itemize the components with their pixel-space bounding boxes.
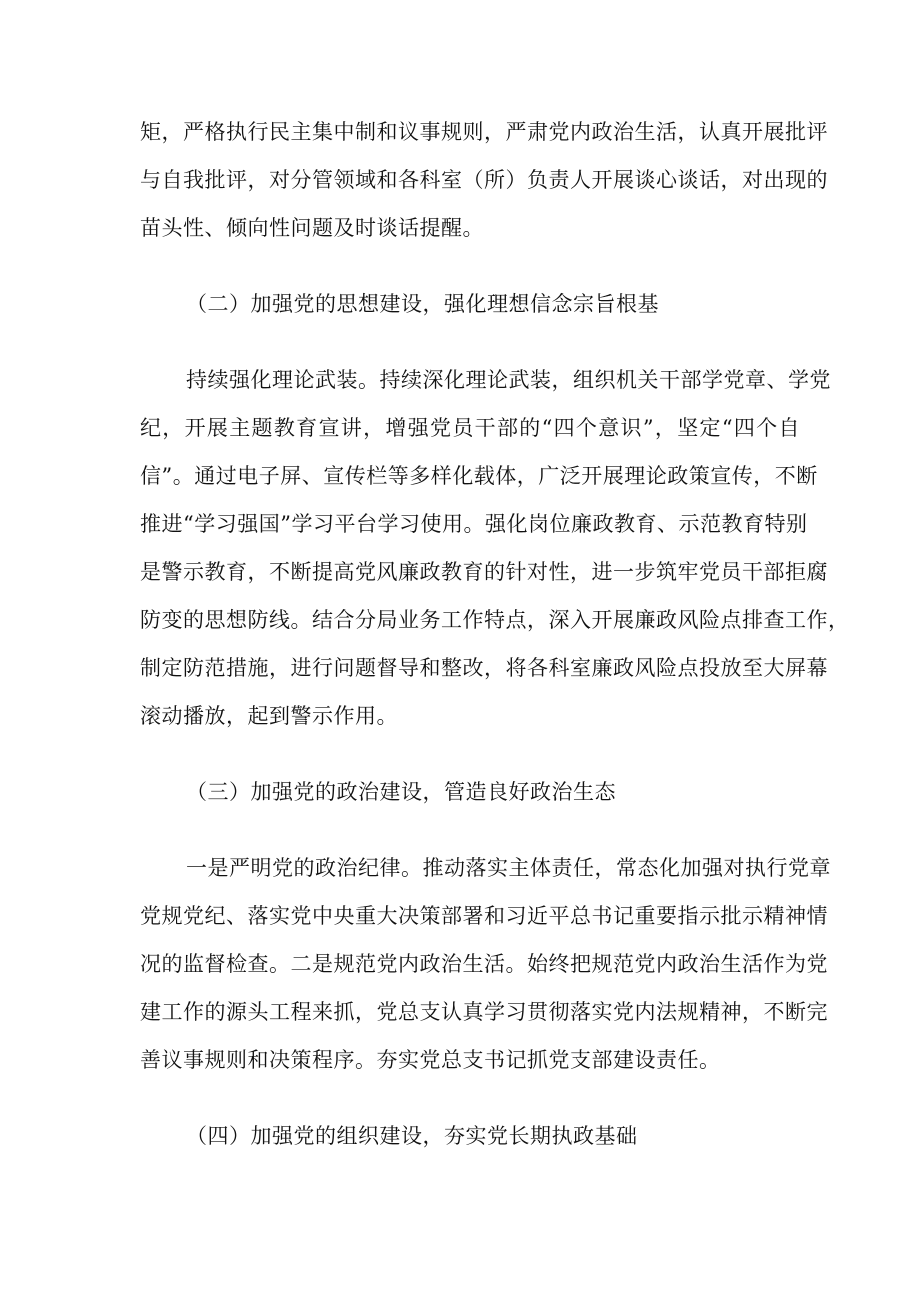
paragraph-line: 滚动播放，起到警示作用。 [140,704,398,728]
paragraph-line: 纪，开展主题教育宣讲，增强党员干部的“四个意识”，坚定“四个自 [140,416,800,440]
paragraph-line: 况的监督检查。二是规范党内政治生活。始终把规范党内政治生活作为党 [140,952,828,976]
paragraph-line: 防变的思想防线。结合分局业务工作特点，深入开展廉政风险点排查工作， [140,608,850,632]
paragraph-line: 信”。通过电子屏、宣传栏等多样化载体，广泛开展理论政策宣传，不断 [140,464,818,488]
section-heading-3: （三）加强党的政治建设，管造良好政治生态 [186,780,616,804]
paragraph-line: 制定防范措施，进行问题督导和整改，将各科室廉政风险点投放至大屏幕 [140,656,828,680]
paragraph-line: 是警示教育，不断提高党风廉政教育的针对性，进一步筑牢党员干部拒腐 [140,560,828,584]
paragraph-line: 建工作的源头工程来抓，党总支认真学习贯彻落实党内法规精神，不断完 [140,1000,828,1024]
paragraph-line: 善议事规则和决策程序。夯实党总支书记抓党支部建设责任。 [140,1048,721,1072]
paragraph-line: 持续强化理论武装。持续深化理论武装，组织机关干部学党章、学党 [186,368,831,392]
section-heading-4: （四）加强党的组织建设，夯实党长期执政基础 [186,1124,638,1148]
paragraph-line: 矩，严格执行民主集中制和议事规则，严肃党内政治生活，认真开展批评 [140,120,828,144]
paragraph-line: 党规党纪、落实党中央重大决策部署和习近平总书记重要指示批示精神情 [140,904,828,928]
section-heading-2: （二）加强党的思想建设，强化理想信念宗旨根基 [186,292,659,316]
paragraph-line: 苗头性、倾向性问题及时谈话提醒。 [140,216,484,240]
paragraph-line: 一是严明党的政治纪律。推动落实主体责任，常态化加强对执行党章 [186,856,831,880]
paragraph-line: 推进“学习强国”学习平台学习使用。强化岗位廉政教育、示范教育特别 [140,512,808,536]
paragraph-line: 与自我批评，对分管领域和各科室（所）负责人开展谈心谈话，对出现的 [140,168,828,192]
